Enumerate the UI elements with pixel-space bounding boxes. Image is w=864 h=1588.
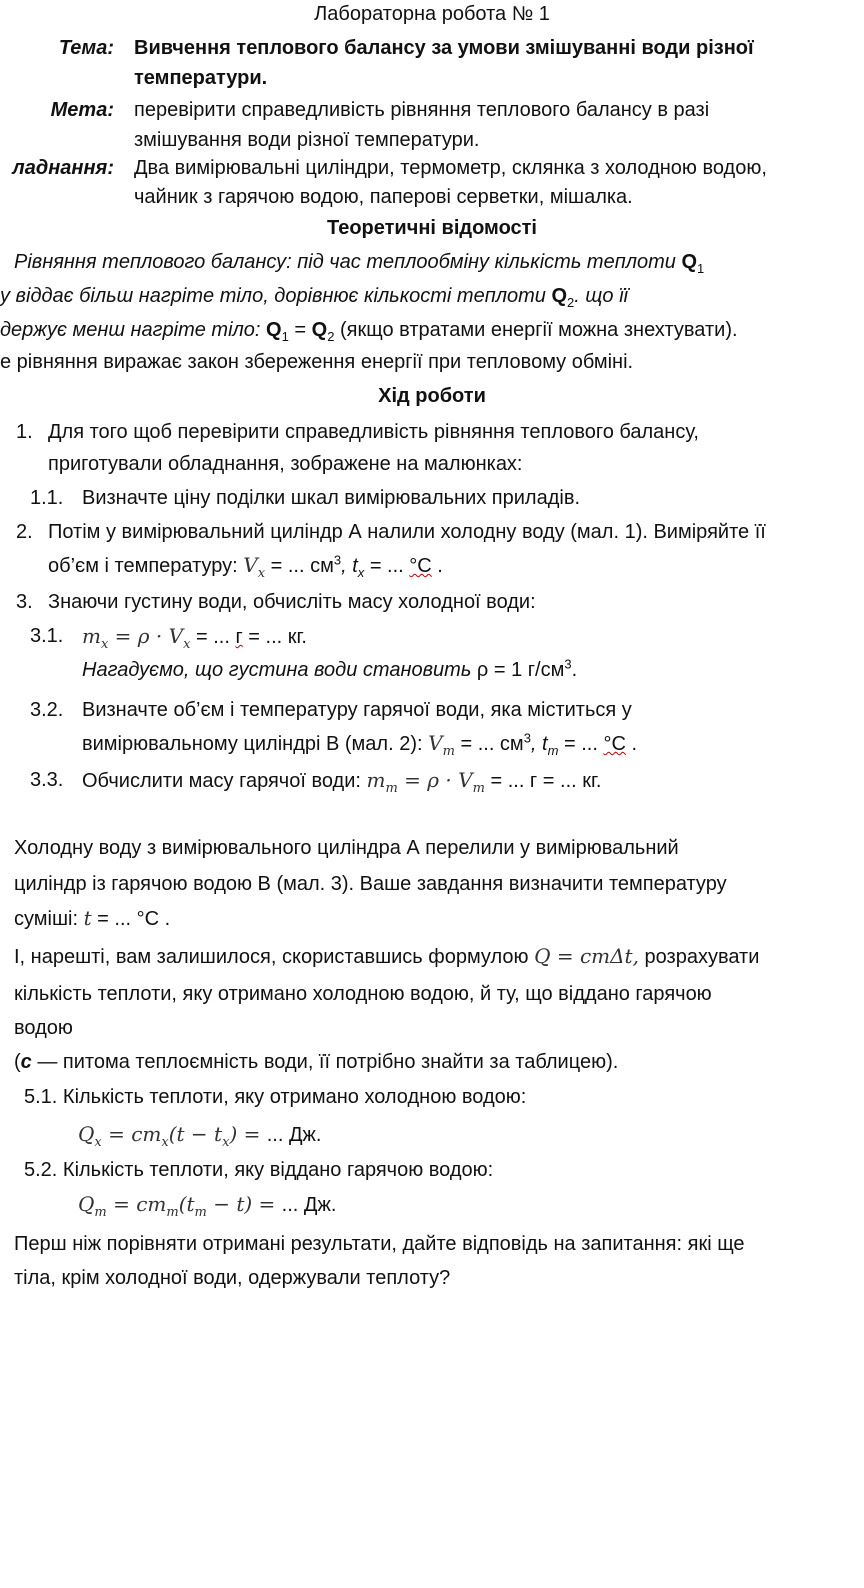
step-3-text: Знаючи густину води, обчисліть масу холодної води: bbox=[48, 591, 536, 613]
step-1-number: 1. bbox=[16, 421, 33, 443]
step-3-2-line-1: Визначте об’єм і температуру гарячої води, яка міститься у bbox=[82, 699, 632, 721]
t-symbol: t bbox=[83, 906, 92, 930]
q2-eq-symbol: Q bbox=[311, 319, 328, 341]
q1-eq-symbol: Q bbox=[266, 319, 282, 341]
step-2-line-1: Потім у вимірювальний циліндр А налили холодну воду (мал. 1). Виміряйте її bbox=[48, 521, 766, 543]
step-3-1-note bbox=[82, 658, 577, 682]
step-2-line-2-text: об’єм і температуру: bbox=[48, 555, 244, 577]
step-1-line-2: приготували обладнання, зображене на малюнках: bbox=[48, 453, 523, 475]
theory-line-1-text: Рівняння теплового балансу: під час теплообміну кількість теплоти bbox=[14, 251, 682, 273]
mx-v-sub: x bbox=[183, 637, 191, 652]
step-1-line-1: Для того щоб перевірити справедливість рівняння теплового балансу, bbox=[48, 421, 699, 443]
step-5-2-formula bbox=[78, 1192, 337, 1220]
c-symbol: с bbox=[20, 1051, 32, 1073]
q1-eq-sub: 1 bbox=[281, 329, 289, 344]
step-3-3-number: 3.3. bbox=[30, 769, 64, 791]
tt-sub: т bbox=[547, 743, 559, 758]
final-question-line-2: тіла, крім холодної води, одержували теплоту? bbox=[14, 1267, 451, 1289]
vt-value: = ... см bbox=[454, 733, 524, 755]
mt-v-sub: т bbox=[472, 781, 485, 796]
mx-v-symbol: V bbox=[168, 624, 184, 648]
mt-sub: т bbox=[385, 781, 398, 796]
equipment-line-2: чайник з гарячою водою, паперові серветки, мішалка. bbox=[134, 186, 633, 208]
qt-sub: т bbox=[94, 1205, 107, 1220]
qt-cm: = cm bbox=[106, 1192, 167, 1216]
theory-line-2-tail: . що її bbox=[574, 285, 628, 307]
page-title: Лабораторна робота № 1 bbox=[314, 3, 550, 25]
step-3-1-formula bbox=[82, 624, 307, 652]
paragraph-2-line-2: кількість теплоти, яку отримано холодною водою, й ту, що віддано гарячою bbox=[14, 983, 712, 1005]
step-3-number: 3. bbox=[16, 591, 33, 613]
mixture-value: = ... °С . bbox=[91, 908, 171, 930]
mt-value: = ... г = ... кг. bbox=[484, 770, 602, 792]
mx-kg: = ... кг. bbox=[242, 626, 307, 648]
mx-eq: = ρ · bbox=[108, 624, 169, 648]
density-sup: 3 bbox=[564, 656, 572, 672]
qx-cm: = cm bbox=[101, 1122, 162, 1146]
tt-symbol: , t bbox=[530, 733, 548, 755]
mixture-label: суміші: bbox=[14, 908, 84, 930]
paragraph-2-text-b: розрахувати bbox=[638, 946, 760, 968]
qt-paren: (t bbox=[178, 1192, 195, 1216]
paragraph-2-line-3: водою bbox=[14, 1017, 73, 1039]
tx-unit: °С bbox=[409, 555, 432, 577]
step-3-2-line-2-text: вимірювальному циліндрі В (мал. 2): bbox=[82, 733, 429, 755]
theory-line-3-text: держує менш нагріте тіло: bbox=[0, 319, 267, 341]
qt-t-sub: т bbox=[194, 1205, 207, 1220]
paragraph-2-line-4 bbox=[14, 1050, 618, 1074]
qx-m-sub: x bbox=[161, 1135, 169, 1150]
qx-paren: (t − t bbox=[168, 1122, 223, 1146]
step-3-3-text: Обчислити масу гарячої води: bbox=[82, 770, 367, 792]
qt-symbol: Q bbox=[78, 1192, 95, 1216]
step-1-1-number: 1.1. bbox=[30, 487, 64, 509]
theory-line-4: е рівняння виражає закон збереження енергії при тепловому обміні. bbox=[0, 351, 634, 373]
procedure-heading: Хід роботи bbox=[378, 385, 486, 407]
paragraph-2-line-4-text: — питома теплоємність води, її потрібно знайти за таблицею). bbox=[31, 1051, 619, 1073]
vx-value: = ... см bbox=[265, 555, 334, 577]
q1-sub: 1 bbox=[697, 261, 705, 276]
tx-value: = ... bbox=[364, 555, 410, 577]
mx-unit-g: г bbox=[235, 626, 243, 648]
theory-line-2 bbox=[0, 284, 628, 308]
paragraph-1-line-2: циліндр із гарячою водою В (мал. 3). Ваше завдання визначити температуру bbox=[14, 873, 727, 895]
topic-line-1: Вивчення теплового балансу за умови змішуванні води різної bbox=[134, 37, 754, 59]
step-3-3-line bbox=[82, 768, 602, 796]
q2-symbol: Q bbox=[551, 285, 568, 307]
step-5-1-formula bbox=[78, 1122, 322, 1150]
tx-end: . bbox=[431, 555, 443, 577]
step-5-2-text: 5.2. Кількість теплоти, яку віддано гарячою водою: bbox=[24, 1159, 494, 1181]
q2-eq-sub: 2 bbox=[327, 329, 335, 344]
tx-symbol: , t bbox=[341, 555, 358, 577]
step-2-line-2 bbox=[48, 552, 443, 581]
density-note-text: Нагадуємо, що густина води становить bbox=[82, 659, 477, 681]
step-3-2-line-2 bbox=[82, 730, 638, 759]
mt-v-symbol: V bbox=[458, 768, 473, 792]
step-5-1-text: 5.1. Кількість теплоти, яку отримано холодною водою: bbox=[24, 1086, 527, 1108]
density-end: . bbox=[571, 659, 578, 681]
paragraph-1-line-1: Холодну воду з вимірювального циліндра А перелили у вимірювальний bbox=[14, 837, 679, 859]
mt-symbol: m bbox=[366, 768, 386, 792]
q2-sub: 2 bbox=[567, 295, 575, 310]
vx-symbol: V bbox=[243, 553, 258, 577]
qt-m-sub: т bbox=[166, 1205, 179, 1220]
step-2-number: 2. bbox=[16, 521, 33, 543]
paragraph-1-line-3 bbox=[14, 906, 170, 931]
theory-line-2-text: у віддає більш нагріте тіло, дорівнює кількості теплоти bbox=[0, 285, 552, 307]
tt-unit: °С bbox=[603, 733, 626, 755]
vt-sup: 3 bbox=[523, 730, 531, 746]
tx-sub: x bbox=[357, 565, 365, 580]
topic-line-2: температури. bbox=[134, 67, 268, 89]
qt-value: ... Дж. bbox=[281, 1194, 337, 1216]
heat-formula: Q = cmΔt, bbox=[534, 944, 639, 968]
qx-value: ... Дж. bbox=[266, 1124, 322, 1146]
qx-t-sub: x bbox=[222, 1135, 230, 1150]
step-1-1-text: Визначте ціну поділки шкал вимірювальних приладів. bbox=[82, 487, 581, 509]
mx-value: = ... bbox=[190, 626, 236, 648]
mx-sub: x bbox=[100, 637, 109, 652]
density-value: ρ = 1 г/см bbox=[476, 659, 565, 681]
goal-line-2: змішування води різної температури. bbox=[134, 129, 480, 151]
qx-sub: x bbox=[94, 1135, 102, 1150]
paren-open: ( bbox=[14, 1051, 21, 1073]
cube-sup: 3 bbox=[333, 552, 342, 568]
equipment-line-1: Два вимірювальні циліндри, термометр, склянка з холодною водою, bbox=[134, 157, 767, 179]
mt-eq: = ρ · bbox=[397, 768, 459, 792]
paragraph-2-text-a: І, нарешті, вам залишилося, скориставшись формулою bbox=[14, 946, 535, 968]
theory-heading: Теоретичні відомості bbox=[327, 217, 537, 239]
qx-close: ) = bbox=[229, 1122, 267, 1146]
equals-sign: = bbox=[288, 319, 312, 341]
tt-value: = ... bbox=[558, 733, 604, 755]
q1-symbol: Q bbox=[681, 251, 698, 273]
qx-symbol: Q bbox=[78, 1122, 95, 1146]
vt-sub: т bbox=[442, 744, 455, 759]
vx-sub: x bbox=[257, 566, 266, 581]
goal-line-1: перевірити справедливість рівняння теплового балансу в разі bbox=[134, 99, 710, 121]
theory-line-3 bbox=[0, 318, 738, 342]
goal-label: Мета: bbox=[50, 99, 114, 121]
qt-close: − t) = bbox=[206, 1192, 282, 1216]
theory-line-1 bbox=[14, 250, 704, 274]
tt-end: . bbox=[625, 733, 638, 755]
final-question-line-1: Перш ніж порівняти отримані результати, дайте відповідь на запитання: які ще bbox=[14, 1233, 745, 1255]
mx-symbol: m bbox=[82, 624, 101, 648]
step-3-2-number: 3.2. bbox=[30, 699, 64, 721]
step-3-1-number: 3.1. bbox=[30, 625, 64, 647]
paragraph-2-line-1 bbox=[14, 944, 759, 969]
topic-label: Тема: bbox=[58, 37, 114, 59]
vt-symbol: V bbox=[428, 731, 443, 755]
theory-line-3-tail: (якщо втратами енергії можна знехтувати). bbox=[334, 319, 738, 341]
equipment-label: ладнання: bbox=[12, 157, 114, 179]
